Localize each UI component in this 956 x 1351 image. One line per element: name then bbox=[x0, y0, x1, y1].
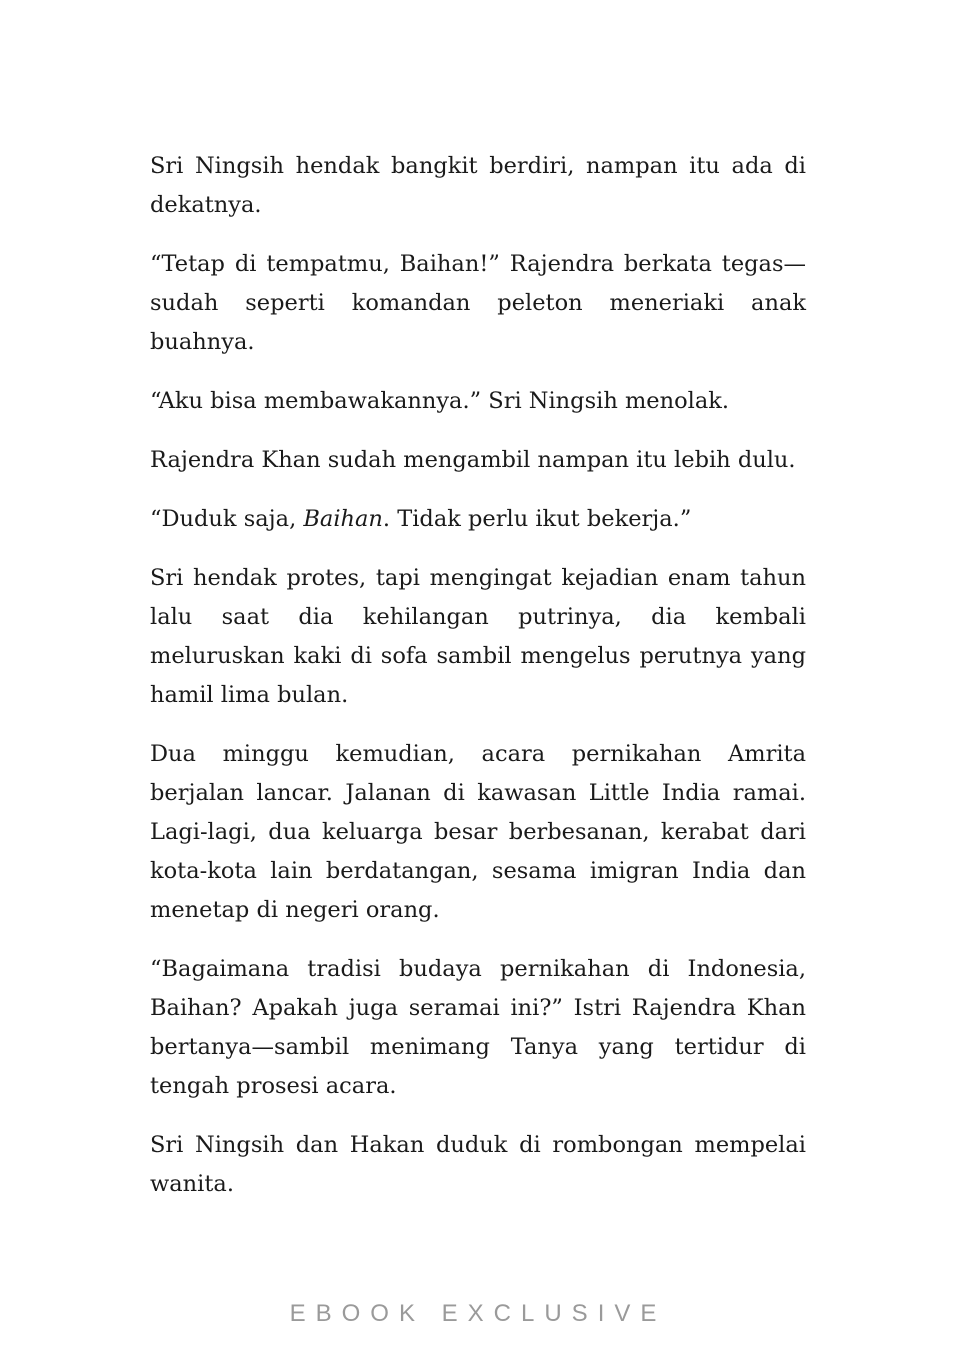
paragraph: Sri hendak protes, tapi mengingat kejadian enam tahun lalu saat dia kehilangan putrinya, dia kembali meluruskan kaki di sofa sambil mengelus perutnya yang hamil lima bulan. bbox=[150, 565, 806, 708]
paragraph: Rajendra Khan sudah mengambil nampan itu lebih dulu. bbox=[150, 447, 796, 473]
paragraph: “Bagaimana tradisi budaya pernikahan di Indonesia, Baihan? Apakah juga seramai ini?” Istri Rajendra Khan bertanya—sambil menimang Tanya yang tertidur di tengah prosesi acara. bbox=[150, 956, 806, 1099]
paragraph bbox=[150, 500, 806, 539]
paragraph: Dua minggu kemudian, acara pernikahan Amrita berjalan lancar. Jalanan di kawasan Little India ramai. Lagi-lagi, dua keluarga besar berbesanan, kerabat dari kota-kota lain berdatangan, sesama imigran India dan menetap di negeri orang. bbox=[150, 741, 806, 923]
paragraph: “Tetap di tempatmu, Baihan!” Rajendra berkata tegas—sudah seperti komandan peleton meneriaki anak buahnya. bbox=[150, 251, 806, 355]
paragraph-text: . Tidak perlu ikut bekerja.” bbox=[382, 506, 692, 532]
footer-label: EBOOK EXCLUSIVE bbox=[289, 1300, 667, 1327]
paragraph: Sri Ningsih hendak bangkit berdiri, nampan itu ada di dekatnya. bbox=[150, 153, 806, 218]
paragraph: Sri Ningsih dan Hakan duduk di rombongan mempelai wanita. bbox=[150, 1132, 806, 1197]
paragraph-text: “Duduk saja, bbox=[150, 506, 304, 532]
paragraph-italic-text: Baihan bbox=[303, 506, 383, 532]
paragraph: “Aku bisa membawakannya.” Sri Ningsih menolak. bbox=[150, 388, 730, 414]
page-body bbox=[150, 147, 806, 1224]
